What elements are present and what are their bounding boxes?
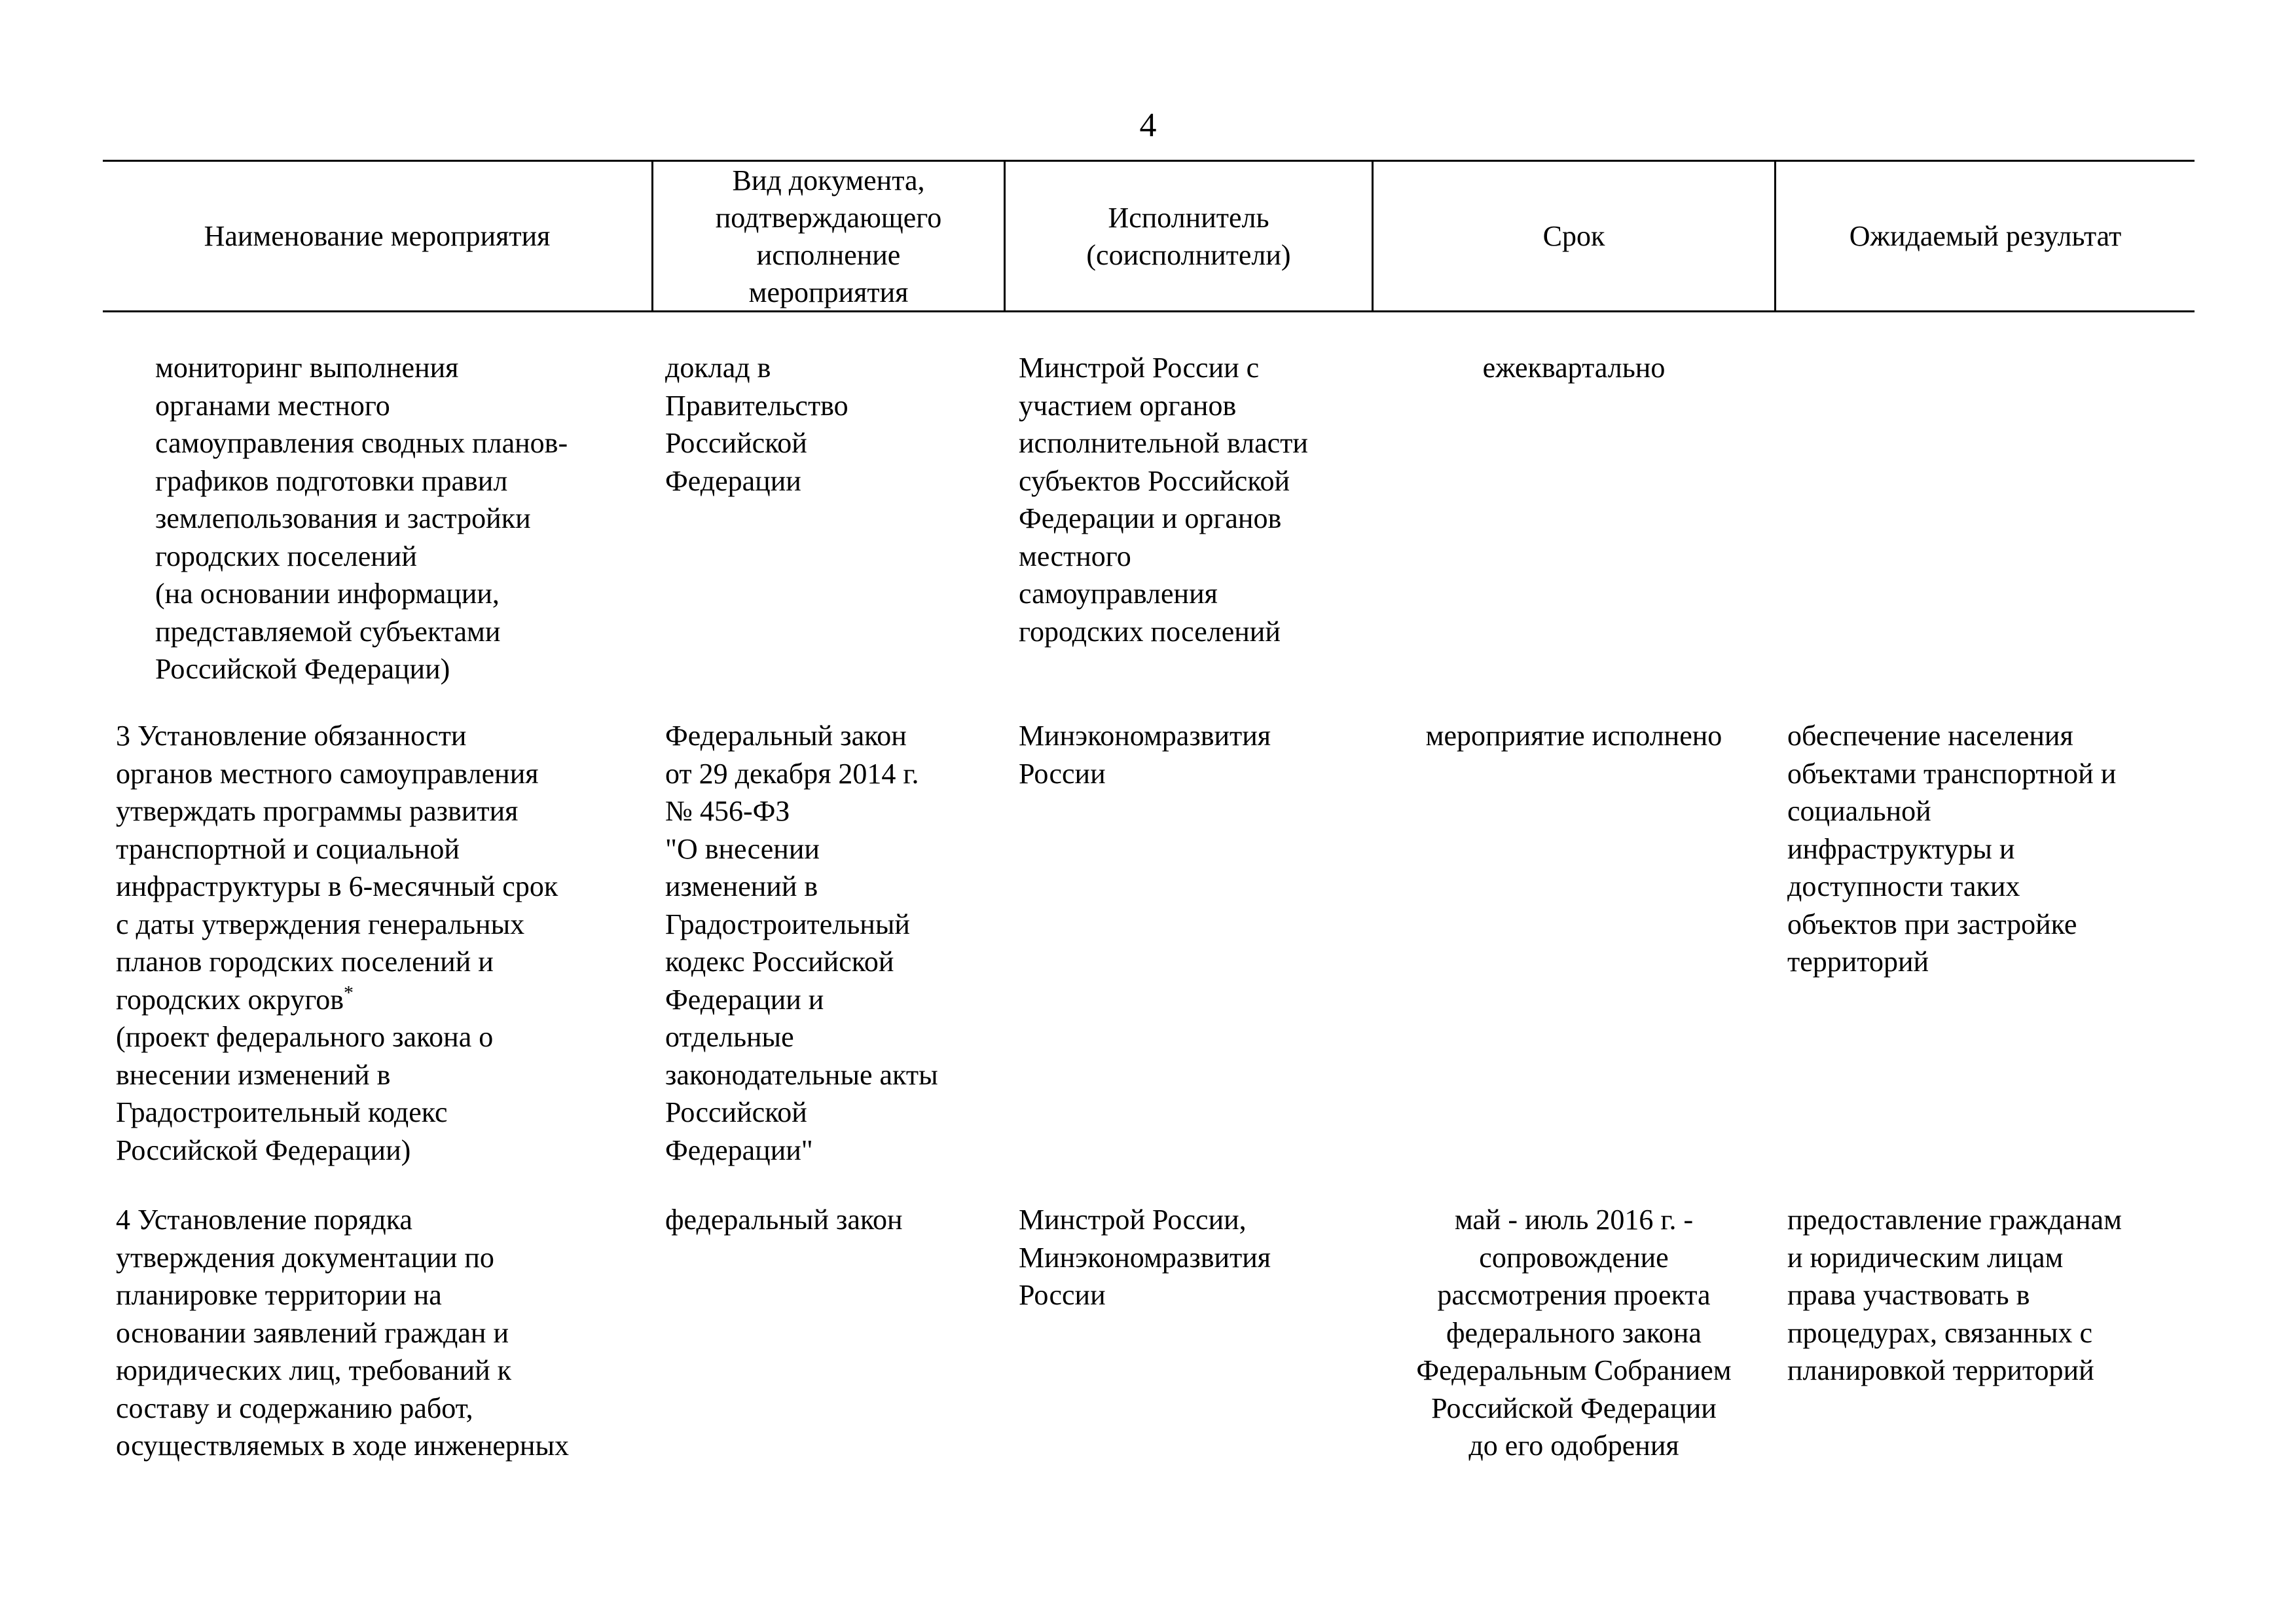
row-activity-name-note: (проект федерального закона о внесении изменений в Градостроительный кодекс Российской Федерации)	[116, 1021, 494, 1166]
header-activity-name: Наименование мероприятия	[204, 220, 551, 252]
row-executor: Минстрой России с участием органов исполнительной власти субъектов Российской Федерации и органов местного самоуправления городских поселений	[1019, 352, 1308, 648]
row-executor: Минстрой России, Минэкономразвития России	[1019, 1204, 1271, 1311]
footnote-mark: *	[344, 981, 354, 1003]
row-deadline: мероприятие исполнено	[1425, 720, 1722, 752]
row-document-type: федеральный закон	[665, 1204, 903, 1236]
row-expected-result: обеспечение населения объектами транспортной и социальной инфраструктуры и доступности таких объектов при застройке территорий	[1787, 720, 2117, 978]
table-header-bottom-rule	[103, 310, 2195, 312]
row-document-type: доклад в Правительство Российской Федерации	[665, 352, 848, 497]
row-activity-name: мониторинг выполнения органами местного самоуправления сводных планов- графиков подготовки правил землепользования и застройки городских поселений (на основании информации, представляемой субъектами Российской Федерации)	[155, 352, 568, 685]
row-deadline: май - июль 2016 г. - сопровождение рассмотрения проекта федерального закона Федеральным Собранием Российской Федерации до его одобрения	[1416, 1204, 1732, 1462]
header-expected-result: Ожидаемый результат	[1849, 220, 2122, 252]
header-executor: Исполнитель (соисполнители)	[1086, 201, 1291, 271]
row-activity-name	[116, 717, 646, 1169]
header-deadline: Срок	[1542, 220, 1605, 252]
page-number: 4	[1139, 107, 1157, 144]
header-document-type: Вид документа, подтверждающего исполнение мероприятия	[715, 164, 942, 308]
row-activity-name-text: 3 Установление обязанности органов местного самоуправления утверждать программы развития транспортной и социальной инфраструктуры в 6-месячный срок с даты утверждения генеральных планов городских поселений и городских округов	[116, 720, 558, 1016]
row-executor: Минэкономразвития России	[1019, 720, 1271, 790]
row-deadline: ежеквартально	[1482, 352, 1666, 384]
row-activity-name: 4 Установление порядка утверждения документации по планировке территории на основании заявлений граждан и юридических лиц, требований к составу и содержанию работ, осуществляемых в ходе инженерных	[116, 1204, 570, 1462]
row-expected-result: предоставление гражданам и юридическим лицам права участвовать в процедурах, связанных с планировкой территорий	[1787, 1204, 2122, 1386]
row-document-type: Федеральный закон от 29 декабря 2014 г. № 456-ФЗ "О внесении изменений в Градостроительный кодекс Российской Федерации и отдельные законодательные акты Российской Федерации"	[665, 720, 938, 1166]
